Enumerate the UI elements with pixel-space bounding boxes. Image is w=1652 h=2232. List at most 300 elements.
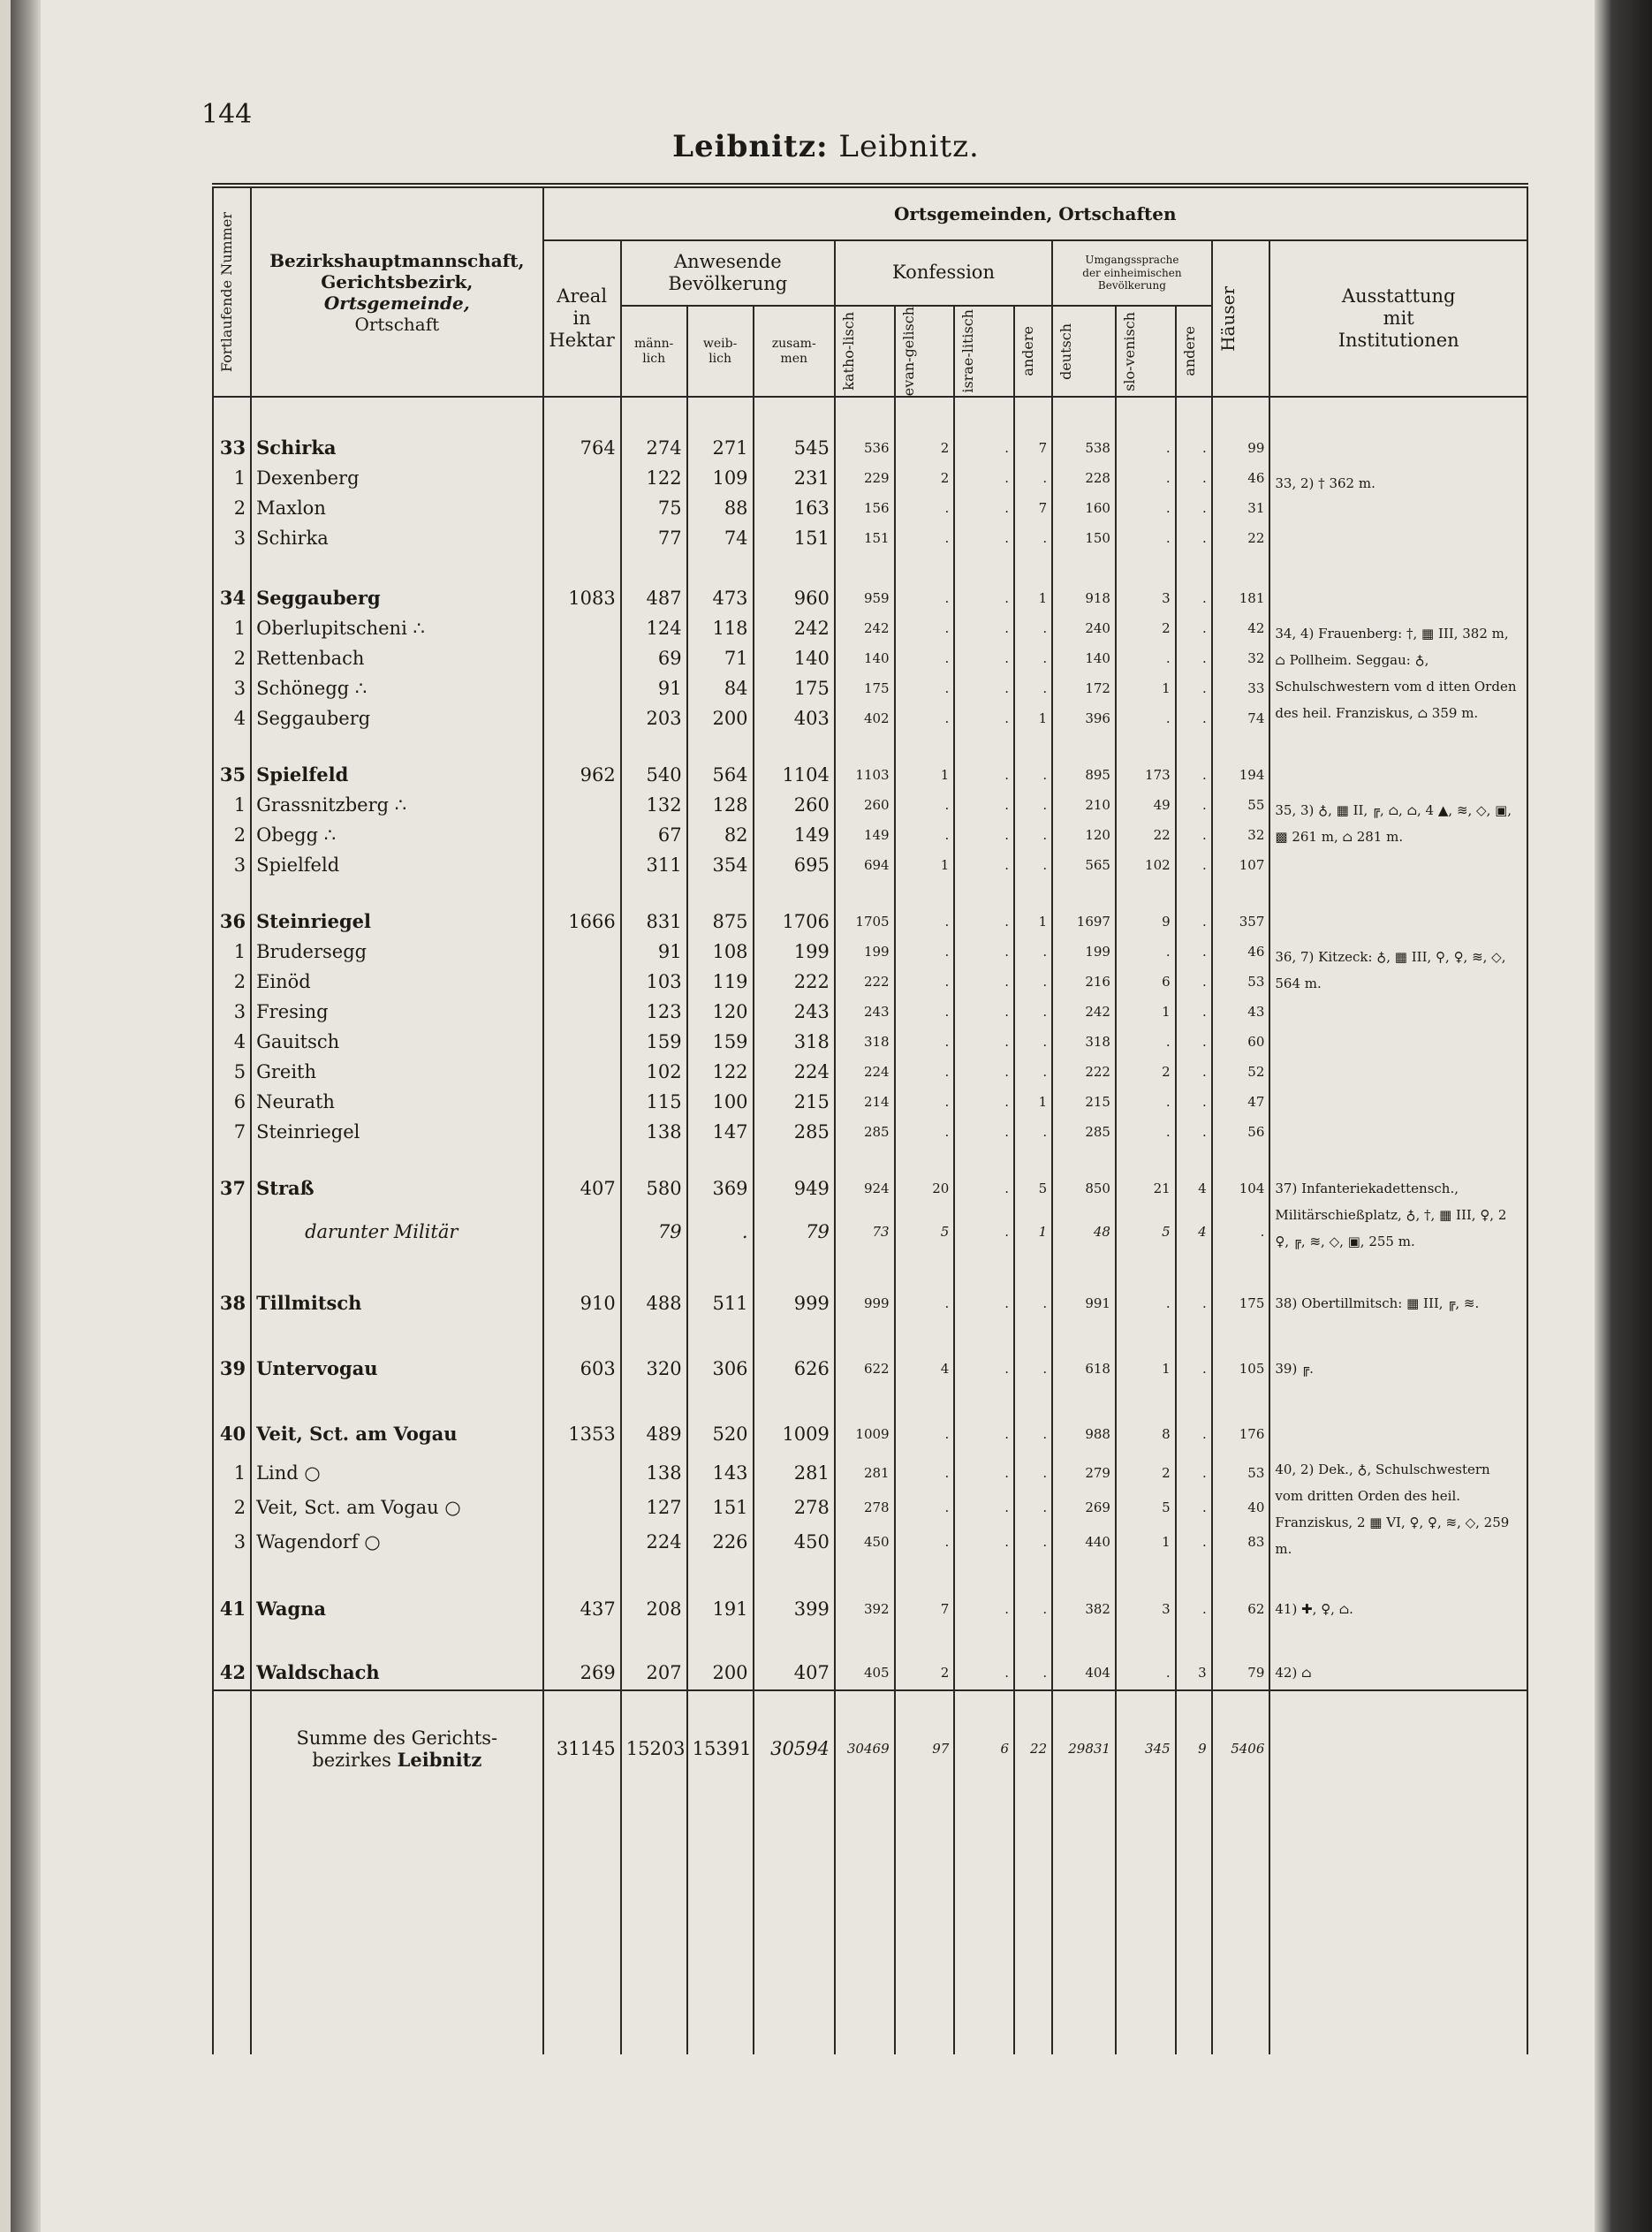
cell-m: 489 — [621, 1386, 687, 1460]
page-number: 144 — [201, 99, 253, 130]
cell-kath: 278 — [835, 1494, 895, 1529]
cell-ausstattung: 38) Obertillmitsch: ▦ III, ╔, ≋. — [1269, 1255, 1527, 1320]
cell-areal — [543, 645, 621, 675]
cell-z: 1009 — [754, 1386, 835, 1460]
cell-areal — [543, 1529, 621, 1563]
cell-w: 100 — [687, 1089, 754, 1119]
cell-name: Seggauberg — [251, 555, 542, 615]
cell-slo: 173 — [1116, 735, 1176, 792]
cell-deu: 222 — [1052, 1059, 1116, 1089]
cell-areal — [543, 525, 621, 555]
cell-ands: . — [1176, 1119, 1212, 1149]
cell-slo: . — [1116, 465, 1176, 495]
cell-deu: 538 — [1052, 397, 1116, 465]
cell-evang: 7 — [895, 1562, 955, 1626]
cell-nr: 39 — [213, 1320, 251, 1386]
cell-name: Oberlupitscheni ∴ — [251, 615, 542, 645]
summary-z: 30594 — [754, 1690, 835, 1806]
cell-z: 281 — [754, 1460, 835, 1494]
cell-kath: 151 — [835, 525, 895, 555]
col-andere-sprache: andere — [1176, 306, 1212, 397]
cell-m: 91 — [621, 675, 687, 705]
cell-evang: 1 — [895, 852, 955, 882]
cell-isr: . — [954, 1626, 1014, 1690]
cell-andk: 1 — [1014, 882, 1052, 938]
cell-evang: . — [895, 1386, 955, 1460]
cell-deu: 285 — [1052, 1119, 1116, 1149]
summary-deu: 29831 — [1052, 1690, 1116, 1806]
cell-isr: . — [954, 938, 1014, 968]
cell-andk: . — [1014, 938, 1052, 968]
cell-z: 231 — [754, 465, 835, 495]
cell-ands: . — [1176, 1562, 1212, 1626]
cell-name: Spielfeld — [251, 852, 542, 882]
cell-areal: 1353 — [543, 1386, 621, 1460]
col-andere-konfession: andere — [1014, 306, 1052, 397]
cell-kath: 214 — [835, 1089, 895, 1119]
cell-areal — [543, 705, 621, 735]
cell-nr: 1 — [213, 465, 251, 495]
cell-areal — [543, 998, 621, 1029]
cell-m: 274 — [621, 397, 687, 465]
cell-w: 354 — [687, 852, 754, 882]
cell-haus: 181 — [1212, 555, 1270, 615]
cell-w: 128 — [687, 792, 754, 822]
cell-z: 403 — [754, 705, 835, 735]
cell-z: 450 — [754, 1529, 835, 1563]
cell-name: Schirka — [251, 525, 542, 555]
cell-evang: . — [895, 1529, 955, 1563]
cell-name: Einöd — [251, 968, 542, 998]
cell-z: 949 — [754, 1149, 835, 1218]
cell-haus: 33 — [1212, 675, 1270, 705]
cell-haus: 105 — [1212, 1320, 1270, 1386]
cell-w: 473 — [687, 555, 754, 615]
cell-w: 159 — [687, 1029, 754, 1059]
cell-isr: . — [954, 1386, 1014, 1460]
cell-slo: 5 — [1116, 1494, 1176, 1529]
cell-areal — [543, 495, 621, 525]
cell-m: 320 — [621, 1320, 687, 1386]
cell-m: 123 — [621, 998, 687, 1029]
cell-ands: . — [1176, 495, 1212, 525]
cell-z: 222 — [754, 968, 835, 998]
cell-empty — [754, 1806, 835, 2054]
cell-isr: . — [954, 1218, 1014, 1256]
cell-m: 159 — [621, 1029, 687, 1059]
summary-w: 15391 — [687, 1690, 754, 1806]
cell-nr: 2 — [213, 1494, 251, 1529]
cell-nr: 4 — [213, 705, 251, 735]
cell-name: Spielfeld — [251, 735, 542, 792]
cell-andk: 7 — [1014, 495, 1052, 525]
cell-andk: 5 — [1014, 1149, 1052, 1218]
cell-nr: 4 — [213, 1029, 251, 1059]
cell-kath: 999 — [835, 1255, 895, 1320]
cell-ands: . — [1176, 735, 1212, 792]
cell-z: 151 — [754, 525, 835, 555]
cell-kath: 149 — [835, 822, 895, 852]
cell-nr: 1 — [213, 1460, 251, 1494]
cell-isr: . — [954, 968, 1014, 998]
cell-empty — [1269, 1690, 1527, 1806]
filler-row — [213, 1806, 1527, 2054]
cell-empty — [835, 1806, 895, 2054]
cell-deu: 210 — [1052, 792, 1116, 822]
cell-ands: . — [1176, 852, 1212, 882]
cell-evang: . — [895, 1494, 955, 1529]
cell-m: 79 — [621, 1218, 687, 1256]
cell-w: 122 — [687, 1059, 754, 1089]
cell-ands: . — [1176, 998, 1212, 1029]
gemeinde-row — [213, 1149, 1527, 1218]
cell-nr: 33 — [213, 397, 251, 465]
cell-haus: 60 — [1212, 1029, 1270, 1059]
cell-evang: . — [895, 675, 955, 705]
cell-deu: 140 — [1052, 645, 1116, 675]
cell-kath: 924 — [835, 1149, 895, 1218]
cell-isr: . — [954, 1119, 1014, 1149]
gemeinde-row — [213, 555, 1527, 615]
cell-slo: . — [1116, 705, 1176, 735]
gemeinde-row — [213, 1255, 1527, 1320]
cell-m: 487 — [621, 555, 687, 615]
cell-m: 138 — [621, 1119, 687, 1149]
cell-w: 564 — [687, 735, 754, 792]
cell-slo: 1 — [1116, 675, 1176, 705]
summary-row — [213, 1690, 1527, 1806]
cell-w: 191 — [687, 1562, 754, 1626]
cell-name: Schirka — [251, 397, 542, 465]
cell-haus: 32 — [1212, 645, 1270, 675]
cell-empty — [954, 1806, 1014, 2054]
cell-kath: 392 — [835, 1562, 895, 1626]
cell-ands: . — [1176, 968, 1212, 998]
cell-isr: . — [954, 615, 1014, 645]
cell-ands: . — [1176, 705, 1212, 735]
cell-ands: 3 — [1176, 1626, 1212, 1690]
cell-nr: 3 — [213, 1529, 251, 1563]
cell-nr — [213, 1218, 251, 1256]
cell-isr: . — [954, 1255, 1014, 1320]
cell-andk: 1 — [1014, 1089, 1052, 1119]
cell-slo: 3 — [1116, 555, 1176, 615]
cell-kath: 199 — [835, 938, 895, 968]
cell-slo: 2 — [1116, 1059, 1176, 1089]
cell-slo: 21 — [1116, 1149, 1176, 1218]
cell-andk: . — [1014, 1494, 1052, 1529]
cell-slo: . — [1116, 495, 1176, 525]
cell-z: 318 — [754, 1029, 835, 1059]
cell-w: 875 — [687, 882, 754, 938]
cell-isr: . — [954, 397, 1014, 465]
cell-deu: 396 — [1052, 705, 1116, 735]
cell-name: Gauitsch — [251, 1029, 542, 1059]
col-areal: Areal in Hektar — [543, 240, 621, 397]
statistics-table — [212, 183, 1528, 2054]
summary-label-district: Leibnitz — [397, 1748, 482, 1771]
cell-name: Neurath — [251, 1089, 542, 1119]
cell-z: 163 — [754, 495, 835, 525]
cell-z: 285 — [754, 1119, 835, 1149]
cell-kath: 229 — [835, 465, 895, 495]
cell-name: Untervogau — [251, 1320, 542, 1386]
gemeinde-row — [213, 1320, 1527, 1386]
cell-isr: . — [954, 1529, 1014, 1563]
cell-haus: 31 — [1212, 495, 1270, 525]
cell-m: 132 — [621, 792, 687, 822]
cell-m: 69 — [621, 645, 687, 675]
cell-haus: 43 — [1212, 998, 1270, 1029]
cell-evang: 5 — [895, 1218, 955, 1256]
cell-andk: . — [1014, 1626, 1052, 1690]
cell-andk: . — [1014, 1460, 1052, 1494]
cell-empty — [213, 1806, 251, 2054]
col-israelitisch: israe-litisch — [954, 306, 1014, 397]
gemeinde-row — [213, 397, 1527, 465]
cell-ands: . — [1176, 1460, 1212, 1494]
col-weiblich: weib-lich — [687, 306, 754, 397]
col-katholisch: katho-lisch — [835, 306, 895, 397]
summary-isr: 6 — [954, 1690, 1014, 1806]
cell-m: 831 — [621, 882, 687, 938]
cell-andk: . — [1014, 792, 1052, 822]
cell-ands: . — [1176, 1255, 1212, 1320]
cell-name: Maxlon — [251, 495, 542, 525]
cell-deu: 850 — [1052, 1149, 1116, 1218]
cell-isr: . — [954, 735, 1014, 792]
cell-w: 119 — [687, 968, 754, 998]
cell-w: 88 — [687, 495, 754, 525]
cell-andk: . — [1014, 615, 1052, 645]
cell-areal: 603 — [543, 1320, 621, 1386]
cell-isr: . — [954, 495, 1014, 525]
cell-ands: . — [1176, 525, 1212, 555]
cell-nr: 3 — [213, 675, 251, 705]
cell-isr: . — [954, 822, 1014, 852]
cell-name: Obegg ∴ — [251, 822, 542, 852]
cell-ausstattung: 35, 3) ♁, ▦ II, ╔, ⌂, ⌂, 4 ▲, ≋, ◇, ▣, ▩ 261 m, ⌂ 281 m. — [1269, 735, 1527, 882]
cell-m: 115 — [621, 1089, 687, 1119]
cell-andk: . — [1014, 525, 1052, 555]
cell-z: 243 — [754, 998, 835, 1029]
cell-m: 540 — [621, 735, 687, 792]
cell-haus: 32 — [1212, 822, 1270, 852]
cell-haus: 62 — [1212, 1562, 1270, 1626]
cell-isr: . — [954, 1460, 1014, 1494]
cell-w: 82 — [687, 822, 754, 852]
cell-haus: 194 — [1212, 735, 1270, 792]
cell-isr: . — [954, 852, 1014, 882]
cell-nr: 34 — [213, 555, 251, 615]
cell-slo: 22 — [1116, 822, 1176, 852]
cell-kath: 242 — [835, 615, 895, 645]
cell-andk: . — [1014, 465, 1052, 495]
cell-isr: . — [954, 1089, 1014, 1119]
cell-ands: . — [1176, 938, 1212, 968]
cell-kath: 1009 — [835, 1386, 895, 1460]
cell-isr: . — [954, 705, 1014, 735]
cell-slo: . — [1116, 1089, 1176, 1119]
cell-andk: . — [1014, 852, 1052, 882]
gemeinde-row — [213, 1562, 1527, 1626]
col-ausstattung: Ausstattung mit Institutionen — [1269, 240, 1527, 397]
cell-haus: 83 — [1212, 1529, 1270, 1563]
book-binding — [11, 0, 41, 2232]
cell-w: 151 — [687, 1494, 754, 1529]
cell-name: Wagendorf ○ — [251, 1529, 542, 1563]
cell-kath: 450 — [835, 1529, 895, 1563]
cell-haus: . — [1212, 1218, 1270, 1256]
cell-empty — [543, 1806, 621, 2054]
cell-name: Seggauberg — [251, 705, 542, 735]
cell-haus: 99 — [1212, 397, 1270, 465]
cell-ands: . — [1176, 1529, 1212, 1563]
cell-andk: 1 — [1014, 1218, 1052, 1256]
cell-z: 399 — [754, 1562, 835, 1626]
cell-slo: 9 — [1116, 882, 1176, 938]
ortsgemeinden-header: Ortsgemeinden, Ortschaften — [543, 186, 1528, 240]
cell-isr: . — [954, 882, 1014, 938]
cell-haus: 22 — [1212, 525, 1270, 555]
cell-ausstattung: 36, 7) Kitzeck: ♁, ▦ III, ⚲, ♀, ≋, ◇, 564 m. — [1269, 882, 1527, 1149]
cell-haus: 56 — [1212, 1119, 1270, 1149]
cell-empty — [1212, 1806, 1270, 2054]
cell-areal — [543, 1119, 621, 1149]
cell-kath: 285 — [835, 1119, 895, 1149]
cell-kath: 402 — [835, 705, 895, 735]
cell-haus: 40 — [1212, 1494, 1270, 1529]
cell-kath: 959 — [835, 555, 895, 615]
cell-deu: 172 — [1052, 675, 1116, 705]
cell-ands: 4 — [1176, 1149, 1212, 1218]
gemeinde-row — [213, 1386, 1527, 1460]
cell-nr: 41 — [213, 1562, 251, 1626]
cell-deu: 991 — [1052, 1255, 1116, 1320]
cell-z: 79 — [754, 1218, 835, 1256]
cell-nr: 6 — [213, 1089, 251, 1119]
cell-andk: 1 — [1014, 705, 1052, 735]
cell-ands: . — [1176, 645, 1212, 675]
cell-andk: . — [1014, 645, 1052, 675]
cell-evang: . — [895, 555, 955, 615]
cell-slo: 8 — [1116, 1386, 1176, 1460]
cell-z: 960 — [754, 555, 835, 615]
cell-nr: 1 — [213, 615, 251, 645]
cell-andk: . — [1014, 1255, 1052, 1320]
cell-deu: 279 — [1052, 1460, 1116, 1494]
cell-ands: . — [1176, 465, 1212, 495]
cell-w: 84 — [687, 675, 754, 705]
cell-slo: 1 — [1116, 1529, 1176, 1563]
cell-areal: 437 — [543, 1562, 621, 1626]
cell-kath: 224 — [835, 1059, 895, 1089]
cell-deu: 150 — [1052, 525, 1116, 555]
cell-ausstattung: 41) ✚, ♀, ⌂. — [1269, 1562, 1527, 1626]
cell-andk: . — [1014, 1119, 1052, 1149]
cell-evang: 2 — [895, 397, 955, 465]
cell-isr: . — [954, 1320, 1014, 1386]
col-slovenisch: slo-venisch — [1116, 306, 1176, 397]
summary-m: 15203 — [621, 1690, 687, 1806]
cell-slo: 2 — [1116, 615, 1176, 645]
cell-haus: 53 — [1212, 1460, 1270, 1494]
cell-isr: . — [954, 1494, 1014, 1529]
cell-z: 175 — [754, 675, 835, 705]
title-district: Leibnitz: — [672, 129, 829, 164]
cell-slo: . — [1116, 1119, 1176, 1149]
cell-w: 109 — [687, 465, 754, 495]
cell-z: 695 — [754, 852, 835, 882]
cell-name: Tillmitsch — [251, 1255, 542, 1320]
cell-haus: 53 — [1212, 968, 1270, 998]
cell-nr: 1 — [213, 792, 251, 822]
cell-evang: . — [895, 705, 955, 735]
cell-name: Grassnitzberg ∴ — [251, 792, 542, 822]
cell-w: . — [687, 1218, 754, 1256]
cell-andk: . — [1014, 675, 1052, 705]
cell-areal: 1666 — [543, 882, 621, 938]
cell-deu: 318 — [1052, 1029, 1116, 1059]
cell-nr: 2 — [213, 645, 251, 675]
cell-m: 91 — [621, 938, 687, 968]
cell-nr: 35 — [213, 735, 251, 792]
cell-haus: 47 — [1212, 1089, 1270, 1119]
cell-areal: 407 — [543, 1149, 621, 1218]
cell-evang: . — [895, 1119, 955, 1149]
cell-kath: 1705 — [835, 882, 895, 938]
cell-nr: 1 — [213, 938, 251, 968]
cell-evang: . — [895, 938, 955, 968]
cell-slo: . — [1116, 397, 1176, 465]
col-evangelisch: evan-gelisch — [895, 306, 955, 397]
cell-slo: 2 — [1116, 1460, 1176, 1494]
col-deutsch: deutsch — [1052, 306, 1116, 397]
summary-ands: 9 — [1176, 1690, 1212, 1806]
cell-deu: 618 — [1052, 1320, 1116, 1386]
cell-kath: 260 — [835, 792, 895, 822]
cell-areal — [543, 615, 621, 645]
cell-haus: 55 — [1212, 792, 1270, 822]
cell-name: Schönegg ∴ — [251, 675, 542, 705]
cell-w: 143 — [687, 1460, 754, 1494]
cell-name: Steinriegel — [251, 882, 542, 938]
cell-name: Fresing — [251, 998, 542, 1029]
cell-andk: . — [1014, 1529, 1052, 1563]
cell-areal — [543, 968, 621, 998]
cell-haus: 46 — [1212, 938, 1270, 968]
cell-m: 77 — [621, 525, 687, 555]
cell-kath: 536 — [835, 397, 895, 465]
cell-evang: . — [895, 1089, 955, 1119]
cell-w: 511 — [687, 1255, 754, 1320]
cell-ands: . — [1176, 1089, 1212, 1119]
cell-kath: 622 — [835, 1320, 895, 1386]
cell-nr: 3 — [213, 998, 251, 1029]
cell-w: 118 — [687, 615, 754, 645]
cell-deu: 440 — [1052, 1529, 1116, 1563]
cell-nr: 36 — [213, 882, 251, 938]
cell-isr: . — [954, 792, 1014, 822]
cell-haus: 46 — [1212, 465, 1270, 495]
cell-w: 108 — [687, 938, 754, 968]
cell-evang: . — [895, 882, 955, 938]
cell-areal: 764 — [543, 397, 621, 465]
cell-deu: 216 — [1052, 968, 1116, 998]
cell-name: Wagna — [251, 1562, 542, 1626]
cell-andk: 7 — [1014, 397, 1052, 465]
cell-z: 999 — [754, 1255, 835, 1320]
